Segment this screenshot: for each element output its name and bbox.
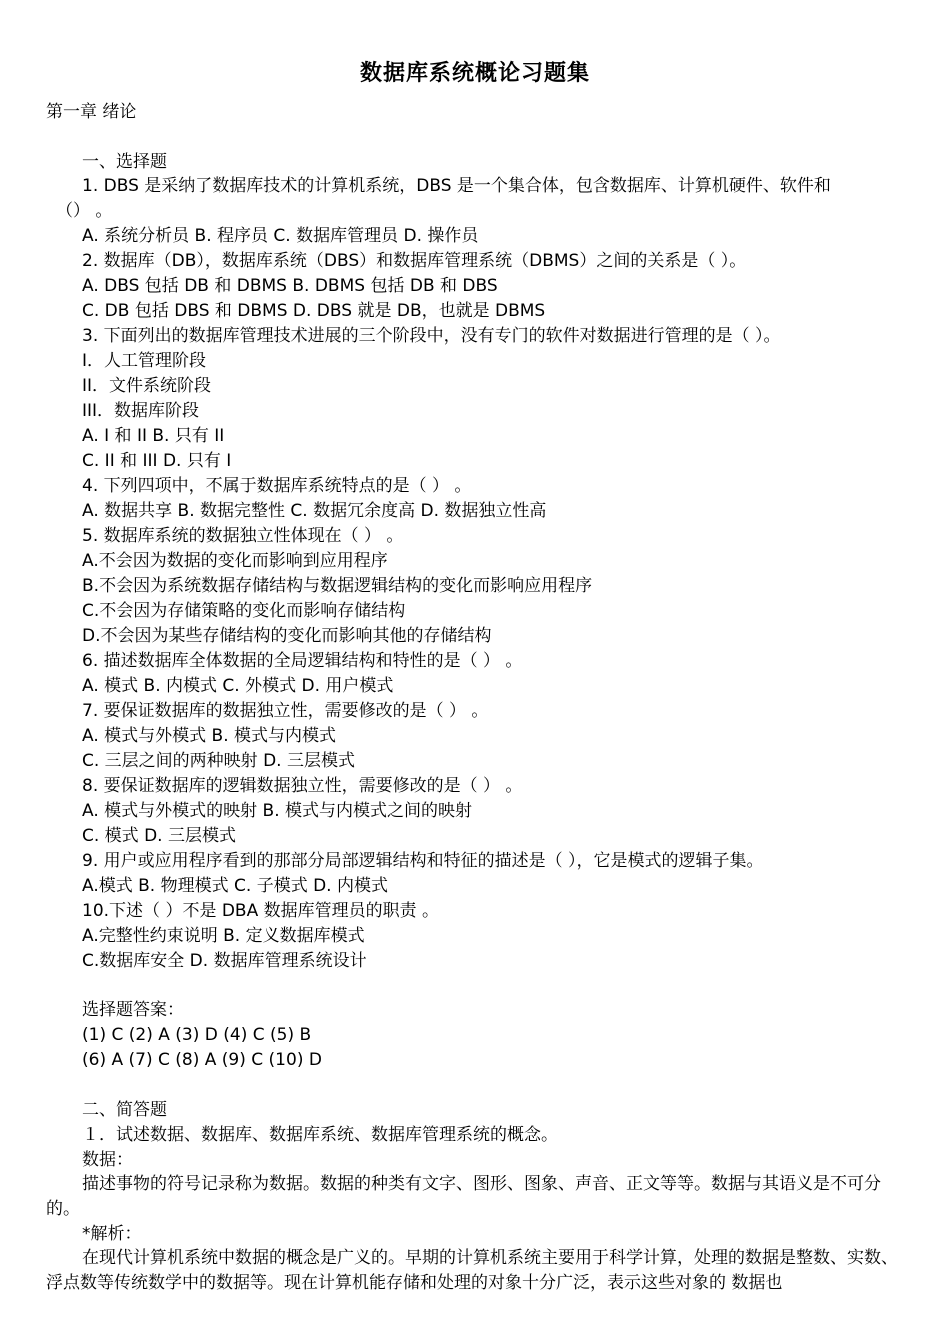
- question-3-item-2: II．文件系统阶段: [82, 376, 212, 396]
- question-10: 10.下述（ ）不是 DBA 数据库管理员的职责 。: [82, 901, 440, 921]
- document-title: 数据库系统概论习题集: [359, 61, 590, 86]
- question-2-options-1: A. DBS 包括 DB 和 DBMS B. DBMS 包括 DB 和 DBS: [82, 276, 498, 296]
- section-heading-short-answer: 二、简答题: [82, 1100, 167, 1120]
- question-4-options: A. 数据共享 B. 数据完整性 C. 数据冗余度高 D. 数据独立性高: [82, 501, 547, 521]
- question-10-options-2: C.数据库安全 D. 数据库管理系统设计: [82, 951, 367, 971]
- question-7-options-1: A. 模式与外模式 B. 模式与内模式: [82, 726, 337, 746]
- question-6: 6. 描述数据库全体数据的全局逻辑结构和特性的是（ ） 。: [82, 651, 523, 671]
- data-label: 数据：: [82, 1150, 133, 1170]
- question-3-item-1: I．人工管理阶段: [82, 351, 207, 371]
- data-paragraph: 描述事物的符号记录称为数据。数据的种类有文字、图形、图象、声音、正文等等。数据与其语义是不可分的。: [46, 1174, 881, 1219]
- question-9-options: A.模式 B. 物理模式 C. 子模式 D. 内模式: [82, 876, 388, 896]
- question-2-options-2: C. DB 包括 DBS 和 DBMS D. DBS 就是 DB，也就是 DBMS: [82, 301, 546, 321]
- section-heading-choice: 一、选择题: [82, 152, 167, 172]
- question-1-line-2: （） 。: [56, 201, 113, 221]
- question-8-options-1: A. 模式与外模式的映射 B. 模式与内模式之间的映射: [82, 801, 473, 821]
- answers-line-1: (1) C (2) A (3) D (4) C (5) B: [82, 1025, 312, 1045]
- question-3-item-3: III．数据库阶段: [82, 401, 200, 421]
- question-4: 4. 下列四项中，不属于数据库系统特点的是（ ） 。: [82, 476, 472, 496]
- analysis-paragraph: 在现代计算机系统中数据的概念是广义的。早期的计算机系统主要用于科学计算，处理的数据是整数、实数、浮点数等传统数学中的数据等。现在计算机能存储和处理的对象十分广泛，表示这些对象的 数据也: [46, 1248, 898, 1293]
- question-5-option-d: D.不会因为某些存储结构的变化而影响其他的存储结构: [82, 626, 492, 646]
- question-1-line-1: 1. DBS 是采纳了数据库技术的计算机系统，DBS 是一个集合体，包含数据库、计算机硬件、软件和: [82, 176, 831, 196]
- analysis-label: *解析：: [82, 1224, 142, 1244]
- question-5-option-a: A.不会因为数据的变化而影响到应用程序: [82, 551, 388, 571]
- answers-heading: 选择题答案：: [82, 1000, 184, 1020]
- question-10-options-1: A.完整性约束说明 B. 定义数据库模式: [82, 926, 365, 946]
- question-5-option-c: C.不会因为存储策略的变化而影响存储结构: [82, 601, 406, 621]
- question-8: 8. 要保证数据库的逻辑数据独立性，需要修改的是（ ） 。: [82, 776, 523, 796]
- question-2: 2. 数据库（DB），数据库系统（DBS）和数据库管理系统（DBMS）之间的关系是（ ）。: [82, 251, 747, 271]
- question-7: 7. 要保证数据库的数据独立性，需要修改的是（ ） 。: [82, 701, 489, 721]
- question-5-option-b: B.不会因为系统数据存储结构与数据逻辑结构的变化而影响应用程序: [82, 576, 593, 596]
- question-3-options-2: C. II 和 III D. 只有 I: [82, 451, 232, 471]
- question-3-options-1: A. I 和 II B. 只有 II: [82, 426, 225, 446]
- question-7-options-2: C. 三层之间的两种映射 D. 三层模式: [82, 751, 355, 771]
- question-6-options: A. 模式 B. 内模式 C. 外模式 D. 用户模式: [82, 676, 394, 696]
- question-9: 9. 用户或应用程序看到的那部分局部逻辑结构和特征的描述是（ ），它是模式的逻辑子集。: [82, 851, 764, 871]
- question-1-options: A. 系统分析员 B. 程序员 C. 数据库管理员 D. 操作员: [82, 226, 479, 246]
- question-5: 5. 数据库系统的数据独立性体现在（ ） 。: [82, 526, 404, 546]
- chapter-heading: 第一章 绪论: [46, 102, 137, 122]
- question-8-options-2: C. 模式 D. 三层模式: [82, 826, 236, 846]
- question-3: 3. 下面列出的数据库管理技术进展的三个阶段中，没有专门的软件对数据进行管理的是（ ）。: [82, 326, 781, 346]
- short-answer-question-1: １．试述数据、数据库、数据库系统、数据库管理系统的概念。: [82, 1125, 558, 1145]
- answers-line-2: (6) A (7) C (8) A (9) C (10) D: [82, 1050, 322, 1070]
